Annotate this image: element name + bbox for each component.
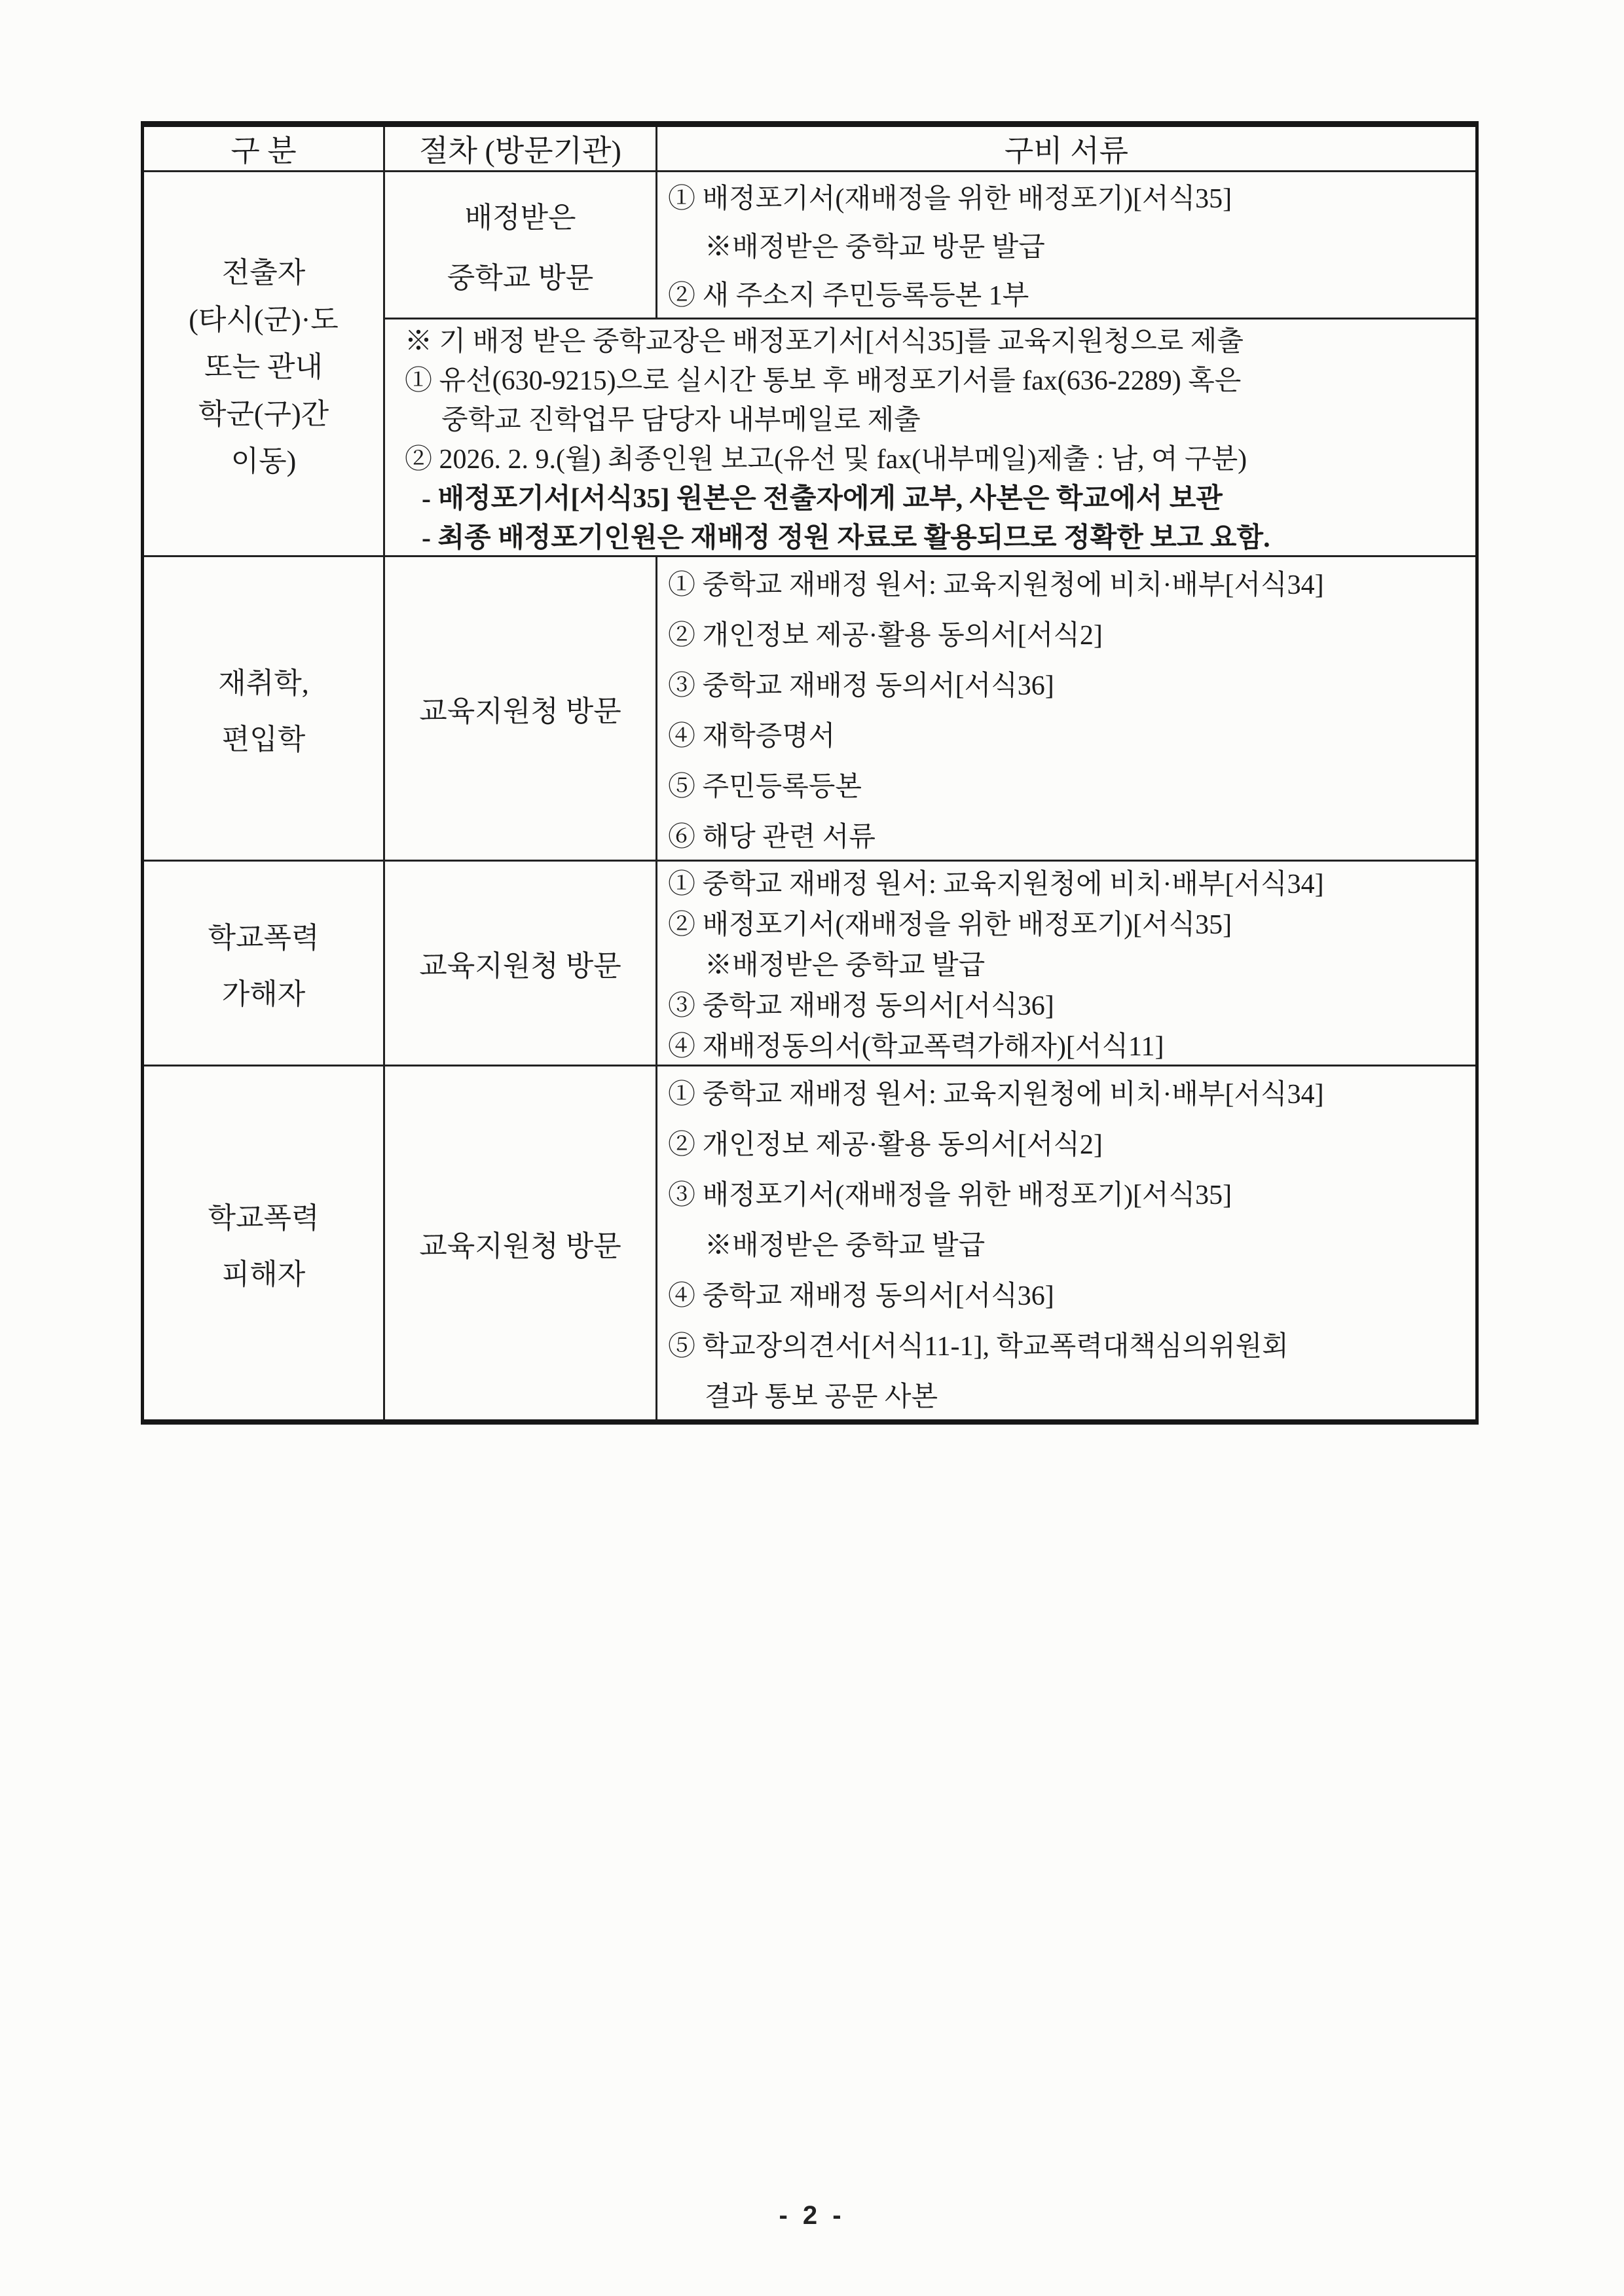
text-line: 교육지원청 방문: [419, 1230, 621, 1262]
text-line: 배정받은: [464, 202, 576, 234]
text-line: ① 배정포기서(재배정을 위한 배정포기)[서식35]: [668, 184, 1232, 214]
table-row-transfer-out-a: [143, 172, 1477, 319]
category-cell-reenrollment: [143, 556, 384, 861]
procedure-cell-assigned-school-visit: [384, 172, 657, 319]
text-line: ④ 중학교 재배정 동의서[서식36]: [668, 1281, 1054, 1311]
text-line: ③ 중학교 재배정 동의서[서식36]: [668, 991, 1054, 1021]
category-cell-transfer-out: [143, 172, 384, 556]
text-line: 교육지원청 방문: [419, 950, 621, 982]
page-number: - 2 -: [779, 2201, 845, 2230]
text-line: 중학교 진학업무 담당자 내부메일로 제출: [441, 405, 921, 435]
documents-cell-victim: [657, 1066, 1477, 1423]
table-row-school-violence-victim: [143, 1066, 1477, 1423]
table-header-row: [143, 124, 1477, 172]
documents-cell-offender: [657, 861, 1477, 1066]
procedure-cell-education-office-visit-1: [384, 556, 657, 861]
text-line: ① 유선(630-9215)으로 실시간 통보 후 배정포기서를 fax(636-2289) 혹은: [405, 366, 1242, 396]
text-line: ② 개인정보 제공·활용 동의서[서식2]: [668, 620, 1103, 651]
column-header-documents: 구비 서류: [657, 124, 1477, 172]
text-line: - 배정포기서[서식35] 원본은 전출자에게 교부, 사본은 학교에서 보관: [422, 484, 1223, 514]
text-line: ※ 기 배정 받은 중학교장은 배정포기서[서식35]를 교육지원청으로 제출: [405, 327, 1244, 357]
text-line: 전출자: [221, 256, 306, 289]
text-line: 편입학: [221, 723, 306, 756]
column-header-procedure: 절차 (방문기관): [384, 124, 657, 172]
text-line: 중학교 방문: [447, 262, 594, 294]
text-line: ※배정받은 중학교 방문 발급: [705, 232, 1045, 263]
text-line: ② 배정포기서(재배정을 위한 배정포기)[서식35]: [668, 910, 1232, 940]
category-cell-offender: [143, 861, 384, 1066]
text-line: 결과 통보 공문 사본: [705, 1381, 938, 1412]
text-line: ① 중학교 재배정 원서: 교육지원청에 비치·배부[서식34]: [668, 1079, 1324, 1110]
text-line: ※배정받은 중학교 발급: [705, 951, 986, 981]
text-line: - 최종 배정포기인원은 재배정 정원 자료로 활용되므로 정확한 보고 요함.: [422, 523, 1270, 553]
column-header-category: 구 분: [143, 124, 384, 172]
text-line: ② 2026. 2. 9.(월) 최종인원 보고(유선 및 fax(내부메일)제출 : 남, 여 구분): [405, 445, 1247, 475]
text-line: ① 중학교 재배정 원서: 교육지원청에 비치·배부[서식34]: [668, 570, 1324, 600]
documents-cell-transfer-out: [657, 172, 1477, 319]
text-line: ④ 재배정동의서(학교폭력가해자)[서식11]: [668, 1032, 1164, 1062]
procedure-cell-education-office-visit-3: [384, 1066, 657, 1423]
text-line: ① 중학교 재배정 원서: 교육지원청에 비치·배부[서식34]: [668, 869, 1324, 900]
text-line: 또는 관내: [204, 350, 323, 383]
text-line: ② 개인정보 제공·활용 동의서[서식2]: [668, 1129, 1103, 1160]
text-line: (타시(군)·도: [189, 303, 339, 336]
text-line: ⑥ 해당 관련 서류: [668, 822, 876, 852]
reassignment-procedures-table: [141, 121, 1479, 1425]
text-line: ⑤ 학교장의견서[서식11-1], 학교폭력대책심의위원회: [668, 1331, 1289, 1362]
text-line: 재취학,: [218, 667, 309, 699]
text-line: ④ 재학증명서: [668, 721, 836, 752]
text-line: ※배정받은 중학교 발급: [705, 1230, 986, 1261]
table-row-reenrollment: [143, 556, 1477, 861]
text-line: 학교폭력: [208, 1201, 320, 1234]
documents-cell-reenrollment: [657, 556, 1477, 861]
text-line: ③ 중학교 재배정 동의서[서식36]: [668, 670, 1054, 701]
text-line: ② 새 주소지 주민등록등본 1부: [668, 281, 1029, 311]
text-line: 학교폭력: [208, 922, 320, 954]
text-line: ③ 배정포기서(재배정을 위한 배정포기)[서식35]: [668, 1180, 1232, 1211]
procedure-cell-education-office-visit-2: [384, 861, 657, 1066]
text-line: ⑤ 주민등록등본: [668, 771, 862, 802]
text-line: 가해자: [221, 978, 306, 1010]
text-line: 피해자: [221, 1258, 306, 1290]
text-line: 교육지원청 방문: [419, 695, 621, 727]
table-row-school-violence-offender: [143, 861, 1477, 1066]
category-cell-victim: [143, 1066, 384, 1423]
text-line: 학군(구)간: [198, 397, 329, 430]
text-line: 이동): [231, 445, 297, 477]
notes-cell-transfer-out: [384, 319, 1477, 556]
